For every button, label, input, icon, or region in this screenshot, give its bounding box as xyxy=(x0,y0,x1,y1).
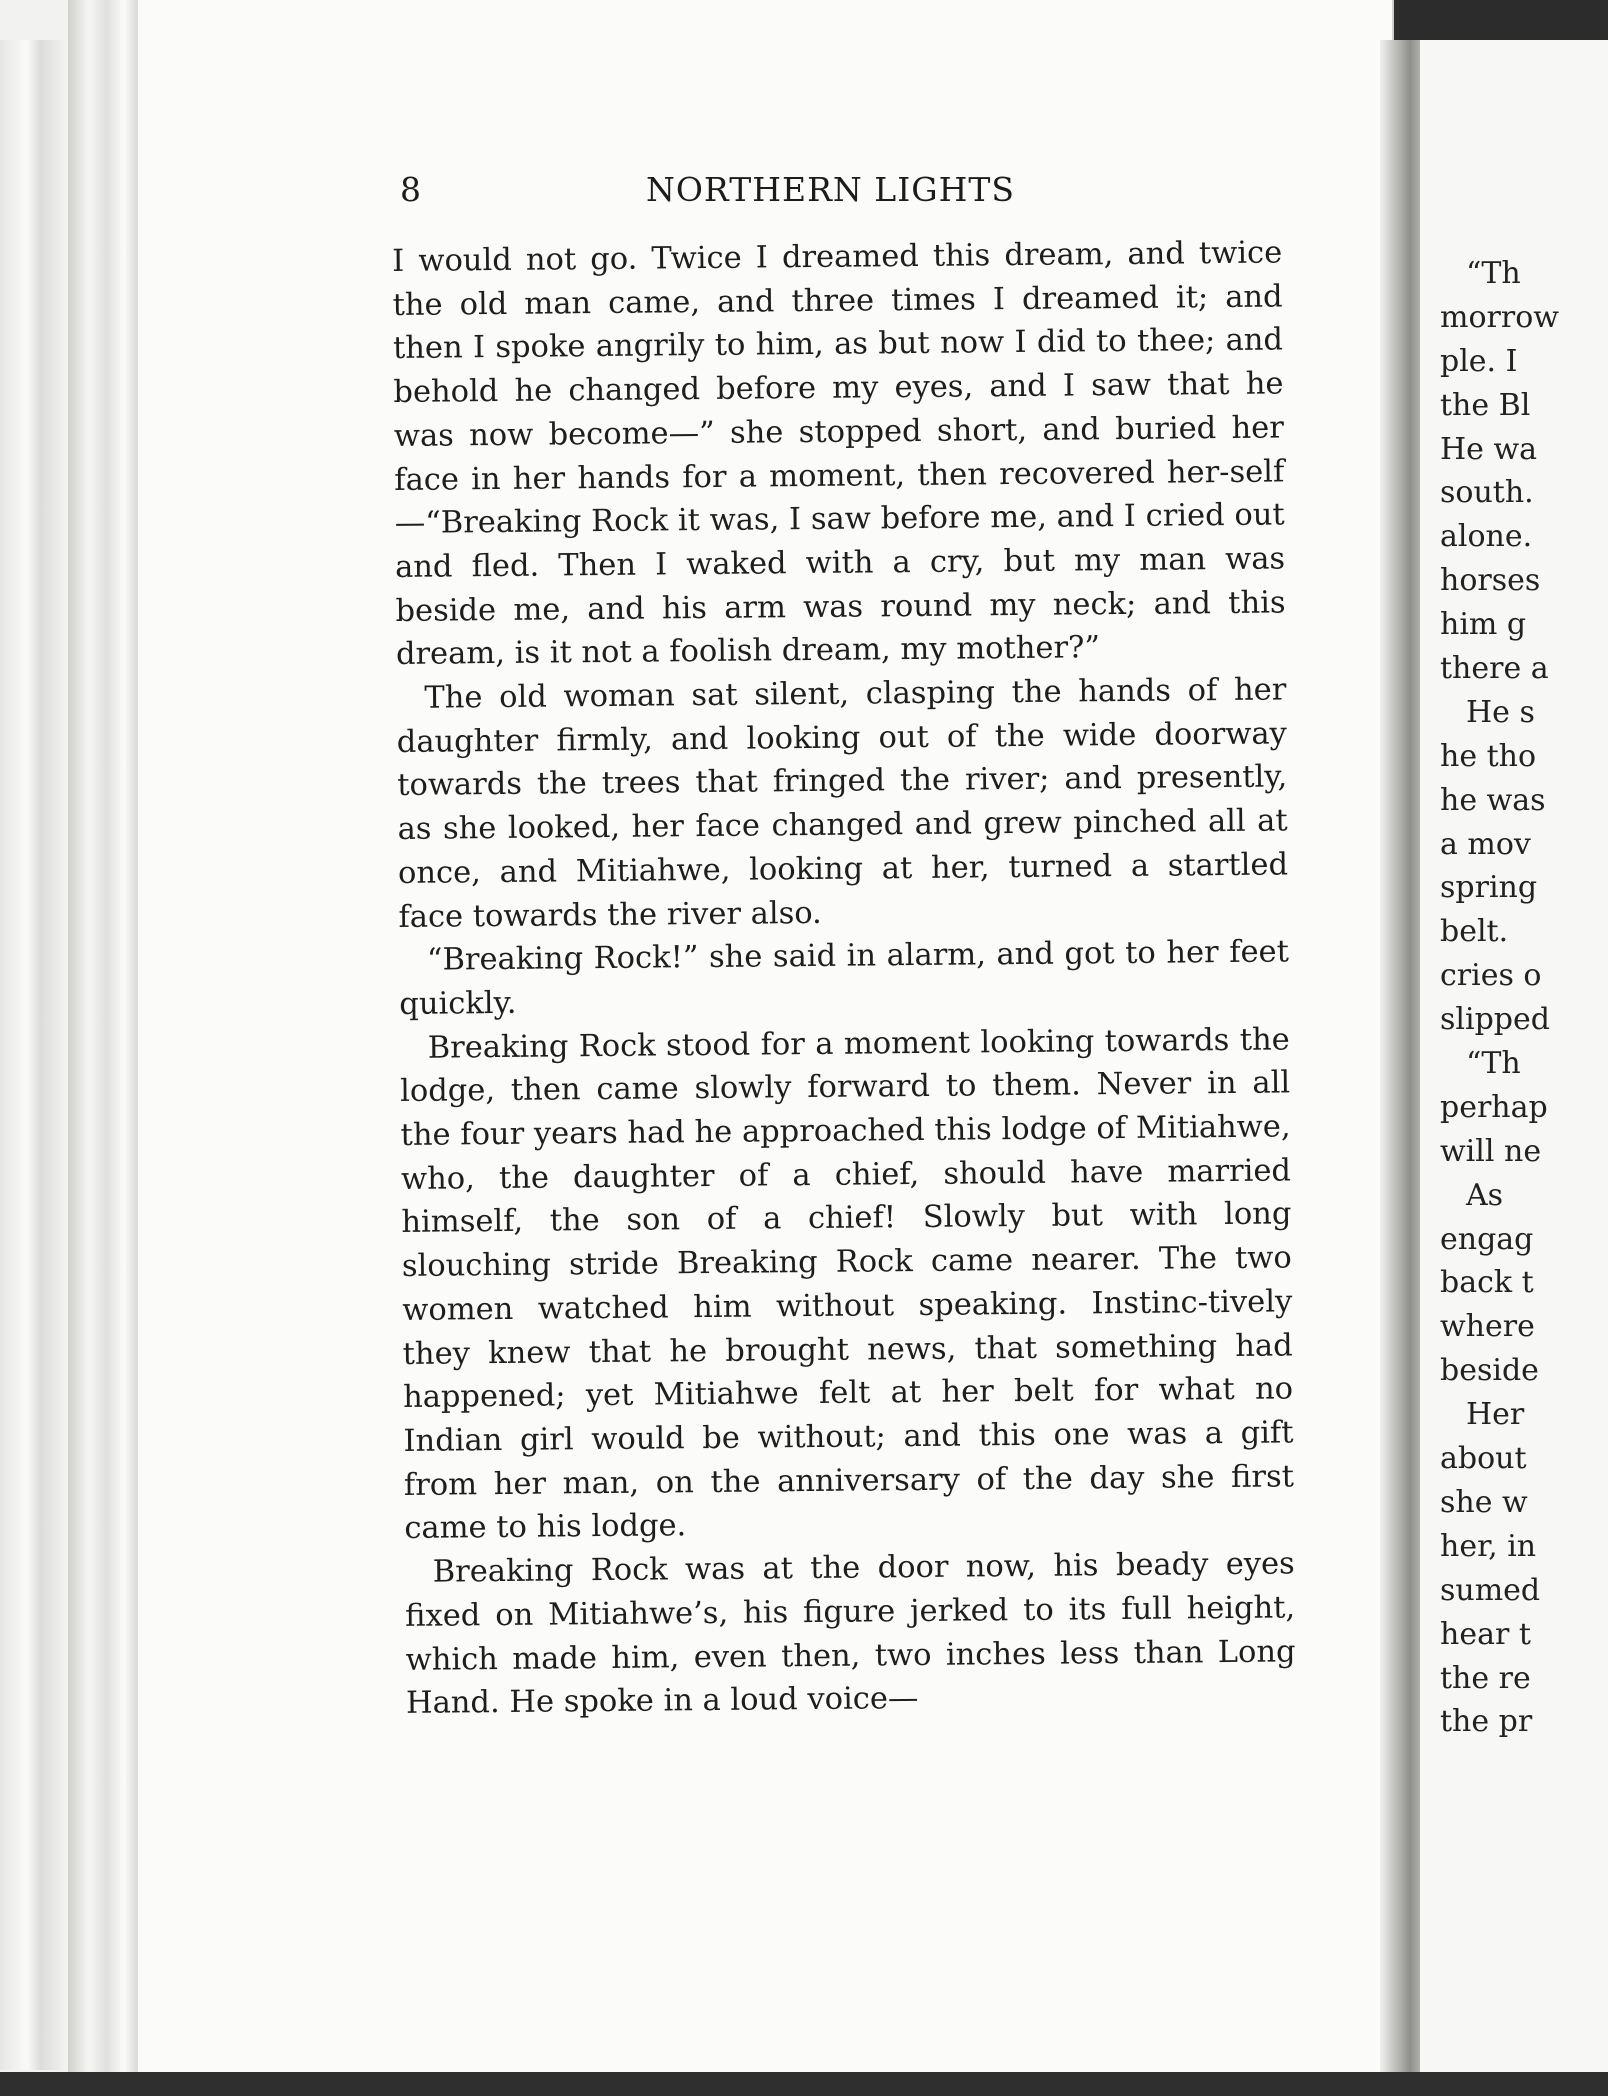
right-page-line: back t xyxy=(1440,1265,1534,1301)
right-page-line: As xyxy=(1466,1177,1504,1213)
right-page-line: she w xyxy=(1440,1484,1528,1520)
right-page-line: He s xyxy=(1466,694,1535,730)
page-edges-inner xyxy=(68,0,138,2080)
right-page-line: slipped xyxy=(1440,1002,1550,1038)
right-page-line: the Bl xyxy=(1440,387,1531,423)
right-page-body xyxy=(1440,252,1608,1744)
right-page-line: perhap xyxy=(1440,1089,1548,1125)
right-page-line: morrow xyxy=(1440,299,1559,335)
bottom-shadow xyxy=(0,2072,1608,2096)
right-page-line: belt. xyxy=(1440,914,1509,950)
right-page-line: about xyxy=(1440,1441,1527,1477)
right-page-line: he tho xyxy=(1440,738,1537,774)
right-page-line: her, in xyxy=(1440,1528,1537,1564)
paragraph: Breaking Rock stood for a moment looking towards the lodge, then came slowly forward to them. Never in all the four years had he approached this lodge of Mitiahwe, who, the daughter of a chief, should have married himself, the son of a chief! Slowly but with long slouching stride Breaking Rock came nearer. The two women watched him without speaking. Instinc-tively they knew that he brought news, that something had happened; yet Mitiahwe felt at her belt for what no Indian girl would be without; and this one was a gift from her man, on the anniversary of the day she first came to his lodge. xyxy=(400,1022,1295,1547)
running-head: NORTHERN LIGHTS xyxy=(646,170,1015,209)
right-page-line: the re xyxy=(1440,1660,1531,1696)
right-page-line: engag xyxy=(1440,1221,1534,1257)
right-page-line: cries o xyxy=(1440,958,1542,994)
right-page-line: south. xyxy=(1440,475,1534,511)
right-page-line: spring xyxy=(1440,870,1538,906)
right-page-line: horses xyxy=(1440,563,1541,599)
paragraph: Breaking Rock was at the door now, his beady eyes fixed on Mitiahwe’s, his figure jerked to its full height, which made him, even then, two inches less than Long Hand. He spoke in a loud voice— xyxy=(405,1546,1296,1722)
page-number: 8 xyxy=(400,170,421,209)
right-page-line: hear t xyxy=(1440,1616,1531,1652)
right-page-line: him g xyxy=(1440,607,1527,643)
right-page-line: beside xyxy=(1440,1353,1539,1389)
right-page-line: “Th xyxy=(1466,1046,1521,1082)
right-page-line: “Th xyxy=(1466,256,1521,291)
paragraph: “Breaking Rock!” she said in alarm, and got to her feet quickly. xyxy=(399,934,1290,1022)
right-page-line: alone. xyxy=(1440,519,1533,555)
right-page-line: there a xyxy=(1440,651,1549,687)
left-page-body xyxy=(392,231,1296,1725)
paragraph: The old woman sat silent, clasping the hands of her daughter firmly, and looking out of the wide doorway towards the trees that fringed the river; and presently, as she looked, her face changed and grew pinched all at once, and Mitiahwe, looking at her, turned a startled face towards the river also. xyxy=(396,672,1289,935)
right-page-line: where xyxy=(1440,1309,1535,1345)
right-page-line: the pr xyxy=(1440,1704,1533,1740)
right-page-line: Her xyxy=(1466,1397,1525,1433)
page-header xyxy=(400,170,1050,220)
right-page-line: will ne xyxy=(1440,1133,1542,1169)
right-page-line: he was xyxy=(1440,782,1546,818)
page-edges-outer xyxy=(0,40,68,2070)
right-page-line: sumed xyxy=(1440,1572,1541,1608)
right-page-line: ple. I xyxy=(1440,343,1518,379)
paragraph: I would not go. Twice I dreamed this dream, and twice the old man came, and three times I dreamed it; and then I spoke angrily to him, as but now I did to thee; and behold he changed before my eyes, and I saw that he was now become—” she stopped short, and buried her face in her hands for a moment, then recovered her-self—“Breaking Rock it was, I saw before me, and I cried out and fled. Then I waked with a cry, but my man was beside me, and his arm was round my neck; and this dream, is it not a foolish dream, my mother?” xyxy=(392,235,1286,673)
right-page-line: a mov xyxy=(1440,826,1531,862)
right-page-line: He wa xyxy=(1440,431,1538,467)
